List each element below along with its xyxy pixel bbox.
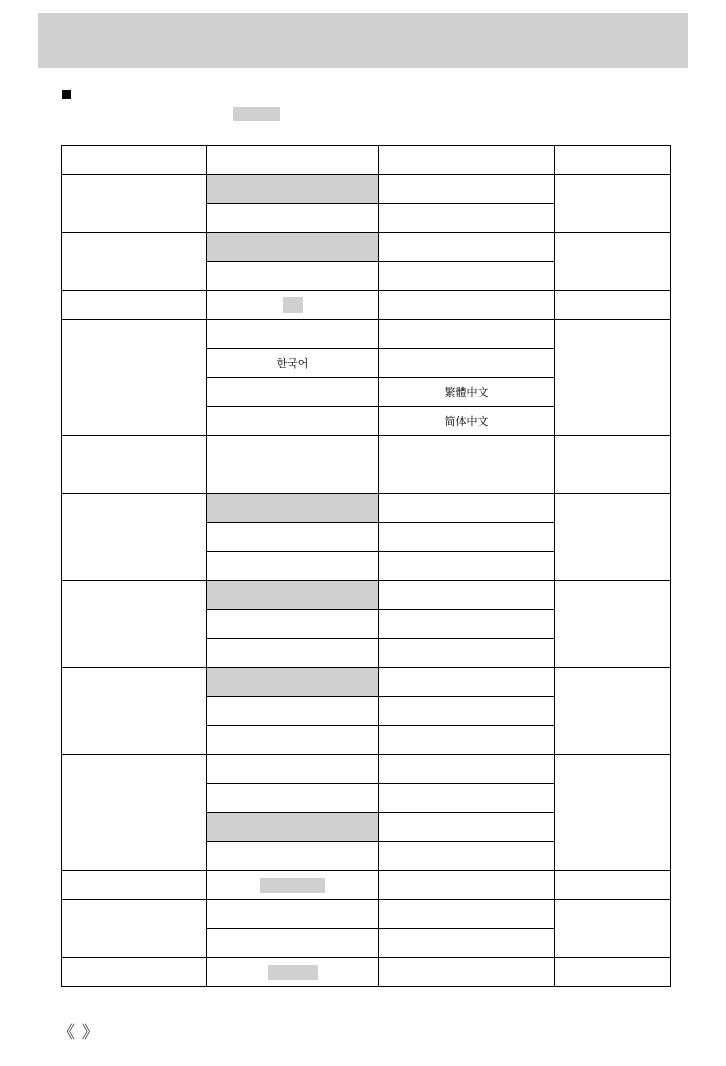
table-row	[62, 291, 671, 320]
option-cell	[207, 813, 379, 842]
value-cell	[379, 320, 555, 349]
option-cell	[207, 929, 379, 958]
option-cell: 한국어	[207, 349, 379, 378]
value-cell	[379, 175, 555, 204]
value-cell	[379, 291, 555, 320]
option-cell	[207, 262, 379, 291]
page-ref-cell	[555, 494, 671, 581]
option-cell	[207, 900, 379, 929]
row-label	[62, 436, 207, 494]
value-cell	[379, 871, 555, 900]
table-row	[62, 494, 671, 523]
row-label	[62, 668, 207, 755]
table-row	[62, 900, 671, 929]
page-ref-cell	[555, 871, 671, 900]
option-cell	[207, 871, 379, 900]
footer-note	[58, 1018, 100, 1043]
page-ref-cell	[555, 175, 671, 233]
page-ref-cell	[555, 958, 671, 987]
value-cell	[379, 349, 555, 378]
footer-bracket-open: 《	[58, 1023, 76, 1042]
table-row	[62, 436, 671, 494]
value-cell	[379, 523, 555, 552]
chip-icon	[260, 878, 325, 893]
section-chip	[233, 107, 280, 121]
table-row	[62, 958, 671, 987]
value-cell	[379, 610, 555, 639]
menu-reference-table	[61, 145, 671, 987]
row-label	[62, 320, 207, 436]
page-ref-cell	[555, 581, 671, 668]
option-chip	[211, 871, 374, 899]
chip-icon	[268, 965, 318, 980]
option-cell	[207, 639, 379, 668]
row-label	[62, 233, 207, 291]
option-cell	[207, 755, 379, 784]
value-cell	[379, 639, 555, 668]
row-label	[62, 494, 207, 581]
section-bullet-icon	[62, 90, 71, 99]
column-header-menu	[62, 146, 207, 175]
page-ref-cell	[555, 668, 671, 755]
table-row	[62, 871, 671, 900]
option-cell	[207, 291, 379, 320]
column-header-page	[555, 146, 671, 175]
value-cell: 繁體中文	[379, 378, 555, 407]
value-cell	[379, 494, 555, 523]
value-cell	[379, 668, 555, 697]
table-row	[62, 581, 671, 610]
value-cell	[379, 958, 555, 987]
table-row	[62, 175, 671, 204]
option-cell	[207, 784, 379, 813]
option-cell	[207, 552, 379, 581]
value-cell	[379, 726, 555, 755]
page-ref-cell	[555, 291, 671, 320]
page-ref-cell	[555, 233, 671, 291]
option-cell	[207, 842, 379, 871]
value-cell: 简体中文	[379, 407, 555, 436]
column-header-available	[379, 146, 555, 175]
page-ref-cell	[555, 755, 671, 871]
column-header-submenu	[207, 146, 379, 175]
value-cell	[379, 581, 555, 610]
value-cell	[379, 697, 555, 726]
table-row	[62, 755, 671, 784]
value-cell	[379, 552, 555, 581]
row-label	[62, 871, 207, 900]
value-cell	[379, 813, 555, 842]
option-cell	[207, 697, 379, 726]
table-header-row	[62, 146, 671, 175]
row-label	[62, 175, 207, 233]
row-label	[62, 291, 207, 320]
option-cell	[207, 320, 379, 349]
option-cell	[207, 175, 379, 204]
value-cell	[379, 842, 555, 871]
option-cell	[207, 668, 379, 697]
option-cell	[207, 378, 379, 407]
option-cell	[207, 581, 379, 610]
value-cell	[379, 204, 555, 233]
page-ref-cell	[555, 436, 671, 494]
value-cell	[379, 436, 555, 494]
footer-bracket-close: 》	[81, 1023, 100, 1042]
page-header-band	[38, 13, 688, 68]
value-cell	[379, 233, 555, 262]
page-ref-cell	[555, 900, 671, 958]
value-cell	[379, 929, 555, 958]
option-cell	[207, 436, 379, 494]
option-cell	[207, 233, 379, 262]
row-label	[62, 958, 207, 987]
option-cell	[207, 494, 379, 523]
row-label	[62, 581, 207, 668]
option-cell	[207, 726, 379, 755]
value-cell	[379, 755, 555, 784]
option-cell	[207, 407, 379, 436]
option-chip	[211, 291, 374, 319]
option-chip	[211, 958, 374, 986]
value-cell	[379, 784, 555, 813]
table-row	[62, 233, 671, 262]
option-cell	[207, 610, 379, 639]
row-label	[62, 900, 207, 958]
option-cell	[207, 958, 379, 987]
option-cell	[207, 523, 379, 552]
option-cell	[207, 204, 379, 233]
table-row	[62, 320, 671, 349]
chip-icon	[283, 297, 303, 313]
value-cell	[379, 262, 555, 291]
value-cell	[379, 900, 555, 929]
table-row	[62, 668, 671, 697]
row-label	[62, 755, 207, 871]
page-ref-cell	[555, 320, 671, 436]
